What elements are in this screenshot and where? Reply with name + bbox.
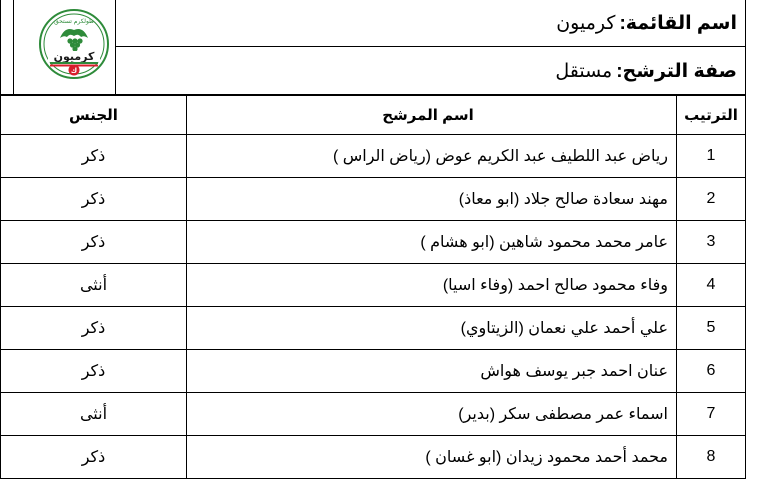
row-name: عنان احمد جبر يوسف هواش [187,350,677,393]
row-rank: 4 [677,264,746,307]
table-row [1,393,746,436]
row-rank: 2 [677,178,746,221]
row-rank: 7 [677,393,746,436]
row-name: وفاء محمود صالح احمد (وفاء اسيا) [187,264,677,307]
header-gender: الجنس [1,96,187,135]
table-header-row [1,96,746,135]
table-row [1,135,746,178]
header-rank: الترتيب [677,96,746,135]
logo-arc-text: طولكرم تستحق [54,18,94,25]
row-name: علي أحمد علي نعمان (الزيتاوي) [187,307,677,350]
table-row [1,264,746,307]
row-rank: 3 [677,221,746,264]
row-gender: ذكر [1,350,187,393]
logo-main-text: كرميون [53,50,95,63]
row-gender: ذكر [1,221,187,264]
candidates-table [0,95,746,479]
candidate-status-row [116,47,745,95]
logo-mark-text: ك [70,67,78,75]
row-name: مهند سعادة صالح جلاد (ابو معاذ) [187,178,677,221]
row-gender: أنثى [1,264,187,307]
row-gender: أنثى [1,393,187,436]
table-row [1,436,746,479]
header-name: اسم المرشح [187,96,677,135]
row-rank: 5 [677,307,746,350]
list-name-value: كرميون [556,12,616,34]
row-name: عامر محمد محمود شاهين (ابو هشام ) [187,221,677,264]
candidate-status-label: صفة الترشح: [616,60,737,82]
row-rank: 8 [677,436,746,479]
row-name: رياض عبد اللطيف عبد الكريم عوض (رياض الراس ) [187,135,677,178]
list-name-row [116,0,745,47]
table-row [1,307,746,350]
row-gender: ذكر [1,436,187,479]
row-gender: ذكر [1,307,187,350]
row-name: محمد أحمد محمود زيدان (ابو غسان ) [187,436,677,479]
row-rank: 6 [677,350,746,393]
table-row [1,178,746,221]
row-rank: 1 [677,135,746,178]
logo-cell [13,0,116,95]
row-gender: ذكر [1,178,187,221]
row-gender: ذكر [1,135,187,178]
table-row [1,350,746,393]
table-row [1,221,746,264]
karmiyoun-logo [38,8,110,80]
row-name: اسماء عمر مصطفى سكر (بدير) [187,393,677,436]
list-name-label: اسم القائمة: [619,12,737,34]
list-header [0,0,746,95]
candidate-status-value: مستقل [555,60,613,82]
